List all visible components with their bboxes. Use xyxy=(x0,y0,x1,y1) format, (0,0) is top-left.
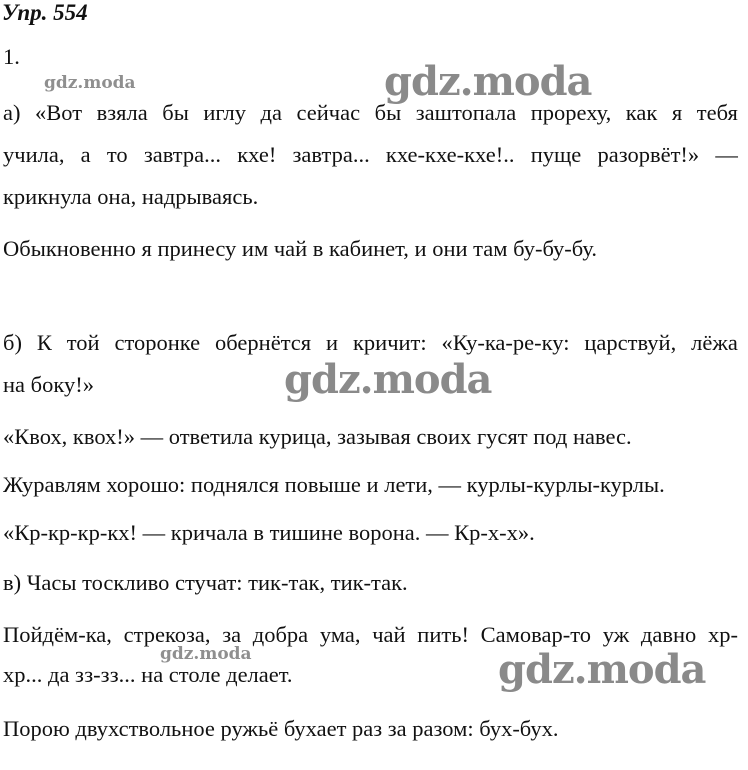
item-number: 1. xyxy=(3,44,20,69)
section-b-line-2: на боку!» xyxy=(3,372,94,397)
section-b-line-3: «Квох, квох!» — ответила курица, зазывая своих гусят под навес. xyxy=(3,424,632,449)
section-a-line-3: крикнула она, надрываясь. xyxy=(3,184,259,209)
exercise-title: Упр. 554 xyxy=(2,0,88,25)
section-a-line-2: учила, а то завтра... кхе! завтра... кхе-кхе-кхе!.. пуще разорвёт!» — xyxy=(3,142,738,167)
watermark-small: gdz.moda xyxy=(44,73,136,93)
section-a-line-1: а) «Вот взяла бы иглу да сейчас бы заштопала прореху, как я тебя xyxy=(3,100,738,125)
section-b-line-4: Журавлям хорошо: поднялся повыше и лети, — курлы-курлы-курлы. xyxy=(3,472,665,497)
section-a-line-4: Обыкновенно я принесу им чай в кабинет, и они там бу-бу-бу. xyxy=(3,236,597,261)
watermark-small: gdz.moda xyxy=(160,644,252,664)
section-b-line-5: «Кр-кр-кр-кх! — кричала в тишине ворона. — Кр-х-х». xyxy=(3,520,535,545)
section-b-line-1: б) К той сторонке обернётся и кричит: «Ку-ка-ре-ку: царствуй, лёжа xyxy=(3,330,738,355)
section-c-line-2: Пойдём-ка, стрекоза, за добра ума, чай пить! Самовар-то уж давно хр- xyxy=(3,622,738,647)
section-c-line-1: в) Часы тоскливо стучат: тик-так, тик-так. xyxy=(3,570,408,595)
watermark: gdz.moda xyxy=(284,356,492,403)
watermark: gdz.moda xyxy=(498,646,706,693)
section-c-line-4: Порою двухствольное ружьё бухает раз за разом: бух-бух. xyxy=(3,716,559,741)
watermark: gdz.moda xyxy=(384,58,592,105)
section-c-line-3: хр... да зз-зз... на столе делает. xyxy=(3,662,293,687)
